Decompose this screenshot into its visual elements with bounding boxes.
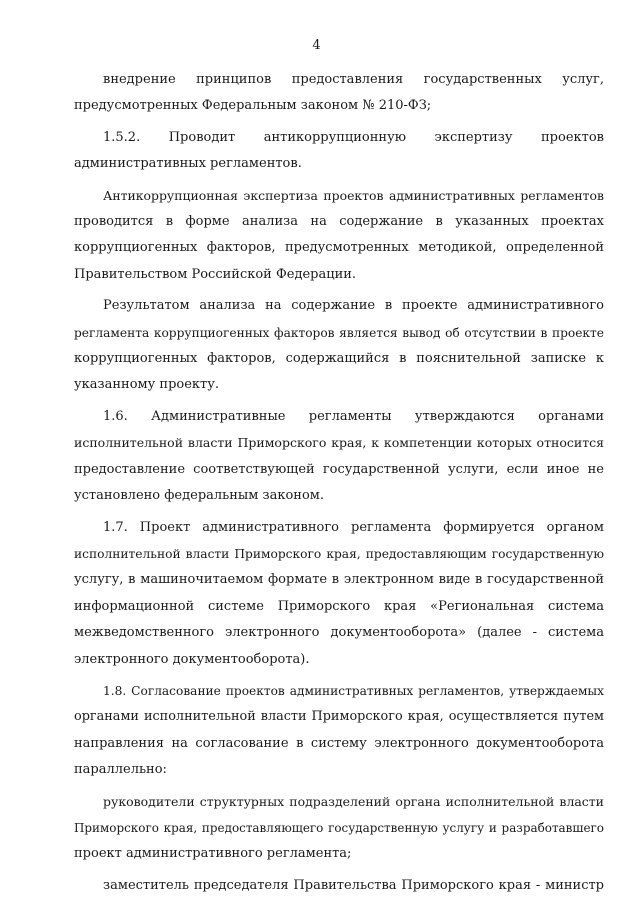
text-line: Антикоррупционная экспертиза проектов административных регламентов xyxy=(103,187,604,203)
paragraph xyxy=(74,125,604,178)
text-line: коррупциогенных факторов, содержащийся в пояснительной записке к xyxy=(74,351,604,367)
text-line: коррупциогенных факторов, предусмотренных методикой, определенной xyxy=(74,240,604,256)
text-line: предоставление соответствующей государственной услуги, если иное не xyxy=(74,461,604,477)
text-line: исполнительной власти Приморского края, предоставляющим государственную xyxy=(74,546,604,561)
text-line: параллельно: xyxy=(74,762,167,778)
text-line: 1.7. Проект административного регламента формируется органом xyxy=(103,519,604,535)
text-line: Результатом анализа на содержание в проекте административного xyxy=(103,298,604,314)
document-body xyxy=(74,67,604,899)
text-line: исполнительной власти Приморского края, к компетенции которых относится xyxy=(74,435,604,451)
text-line: внедрение принципов предоставления государственных услуг, xyxy=(103,72,604,87)
text-line: 1.5.2. Проводит антикоррупционную экспертизу проектов xyxy=(103,129,604,145)
text-line: указанному проекту. xyxy=(74,377,220,393)
paragraph xyxy=(74,789,604,868)
text-line: проводится в форме анализа на содержание в указанных проектах xyxy=(74,214,604,230)
text-line: информационной системе Приморского края «Региональная система xyxy=(74,598,604,614)
text-line: 1.8. Согласование проектов административных регламентов, утверждаемых xyxy=(103,683,604,698)
paragraph xyxy=(74,678,604,784)
paragraph xyxy=(74,873,604,899)
paragraph xyxy=(74,293,604,399)
paragraph xyxy=(74,67,604,120)
text-line: услугу, в машиночитаемом формате в электронном виде в государственной xyxy=(74,572,604,588)
text-line: предусмотренных Федеральным законом № 210-ФЗ; xyxy=(74,98,432,114)
text-line: Приморского края, предоставляющего государственную услугу и разработавшего xyxy=(74,820,604,835)
text-line: заместитель председателя Правительства Приморского края - министр xyxy=(103,877,604,893)
text-line: направления на согласование в систему электронного документооборота xyxy=(74,735,604,751)
text-line: электронного документооборота). xyxy=(74,651,310,667)
page-number: 4 xyxy=(312,38,321,53)
text-line: регламента коррупциогенных факторов является вывод об отсутствии в проекте xyxy=(74,325,604,340)
paragraph xyxy=(74,404,604,510)
text-line: Правительством Российской Федерации. xyxy=(74,266,357,282)
text-line: межведомственного электронного документооборота» (далее - система xyxy=(74,625,604,641)
text-line: руководители структурных подразделений органа исполнительной власти xyxy=(103,793,604,809)
paragraph xyxy=(74,183,604,289)
text-line: установлено федеральным законом. xyxy=(74,488,325,504)
text-line: проект административного регламента; xyxy=(74,846,352,862)
text-line: 1.6. Административные регламенты утверждаются органами xyxy=(103,408,604,424)
paragraph xyxy=(74,515,604,673)
text-line: органами исполнительной власти Приморского края, осуществляется путем xyxy=(74,709,604,725)
text-line: административных регламентов. xyxy=(74,156,302,172)
